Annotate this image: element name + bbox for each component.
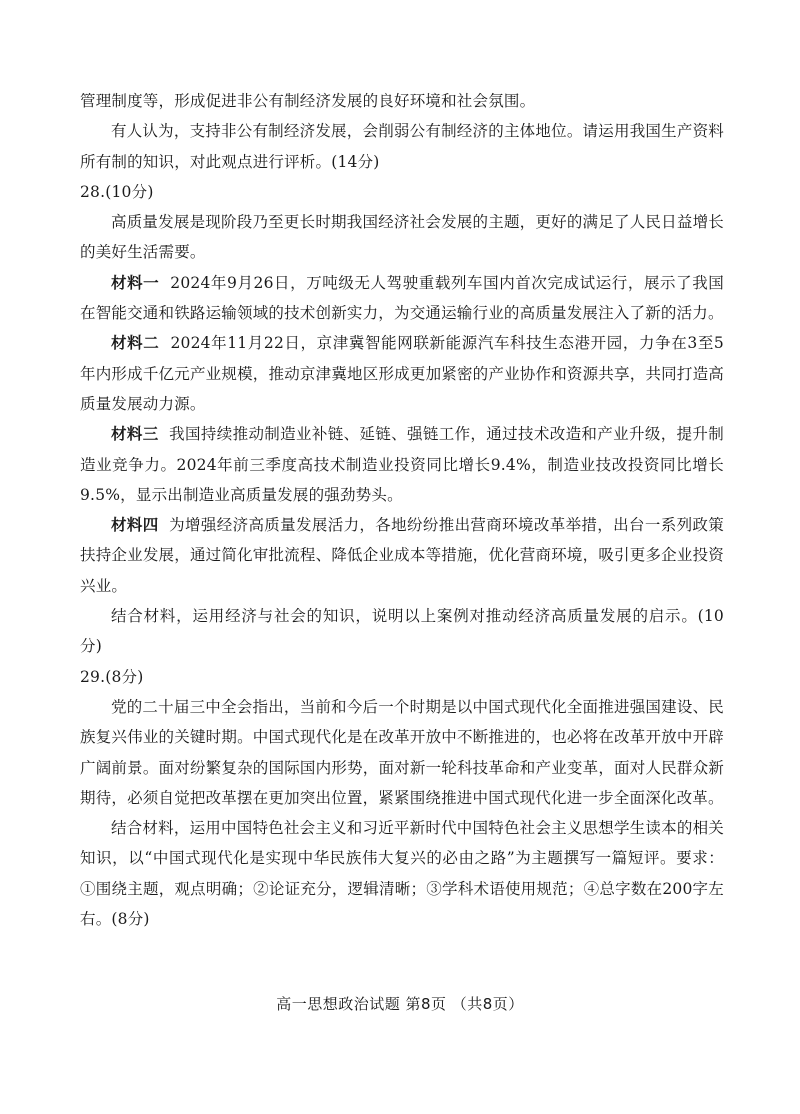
material-label: 材料三 xyxy=(111,424,159,444)
q28-heading: 28.(10分) xyxy=(80,182,154,201)
material-label: 材料二 xyxy=(111,333,160,353)
q29-heading: 29.(8分) xyxy=(80,667,144,686)
page-content xyxy=(80,86,724,934)
q28-intro: 高质量发展是现阶段乃至更长时期我国经济社会发展的主题，更好的满足了人民日益增长的美好生活需要。 xyxy=(80,213,724,262)
q28-material-1 xyxy=(80,268,724,329)
q28-material-2 xyxy=(80,328,724,419)
q28-material-3 xyxy=(80,419,724,510)
continued-material-line: 管理制度等，形成促进非公有制经济发展的良好环境和社会氛围。 xyxy=(80,92,536,110)
q29-task: 结合材料，运用中国特色社会主义和习近平新时代中国特色社会主义思想学生读本的相关知识，以“中国式现代化是实现中华民族伟大复兴的必由之路”为主题撰写一篇短评。要求：①围绕主题，观点明确；②论证充分，逻辑清晰；③学科术语使用规范；④总字数在200字左右。(8分) xyxy=(80,819,724,929)
material-label: 材料四 xyxy=(111,515,159,535)
q29-material: 党的二十届三中全会指出，当前和今后一个时期是以中国式现代化全面推进强国建设、民族复兴伟业的关键时期。中国式现代化是在改革开放中不断推进的，也必将在改革开放中开辟广阔前景。面对纷繁复杂的国际国内形势，面对新一轮科技革命和产业变革，面对人民群众新期待，必须自觉把改革摆在更加突出位置，紧紧围绕推进中国式现代化进一步全面深化改革。 xyxy=(80,697,724,807)
material-label: 材料一 xyxy=(111,272,160,292)
q27-task: 有人认为，支持非公有制经济发展，会削弱公有制经济的主体地位。请运用我国生产资料所有制的知识，对此观点进行评析。(14分) xyxy=(80,122,724,171)
q28-material-4 xyxy=(80,510,724,601)
material-text: 2024年9月26日，万吨级无人驾驶重载列车国内首次完成试运行，展示了我国在智能交通和铁路运输领域的技术创新实力，为交通运输行业的高质量发展注入了新的活力。 xyxy=(80,273,725,323)
page-footer: 高一思想政治试题 第8页 （共8页） xyxy=(276,995,524,1013)
material-text: 2024年11月22日，京津冀智能网联新能源汽车科技生态港开园，力争在3至5年内形成千亿元产业规模，推动京津冀地区形成更加紧密的产业协作和资源共享，共同打造高质量发展动力源。 xyxy=(80,334,724,413)
q28-task: 结合材料，运用经济与社会的知识，说明以上案例对推动经济高质量发展的启示。(10分) xyxy=(80,607,724,656)
material-text: 我国持续推动制造业补链、延链、强链工作，通过技术改造和产业升级，提升制造业竞争力。2024年前三季度高技术制造业投资同比增长9.4%，制造业技改投资同比增长9.5%，显示出制造业高质量发展的强劲势头。 xyxy=(80,425,724,504)
material-text: 为增强经济高质量发展活力，各地纷纷推出营商环境改革举措，出台一系列政策扶持企业发展，通过简化审批流程、降低企业成本等措施，优化营商环境，吸引更多企业投资兴业。 xyxy=(80,516,724,595)
